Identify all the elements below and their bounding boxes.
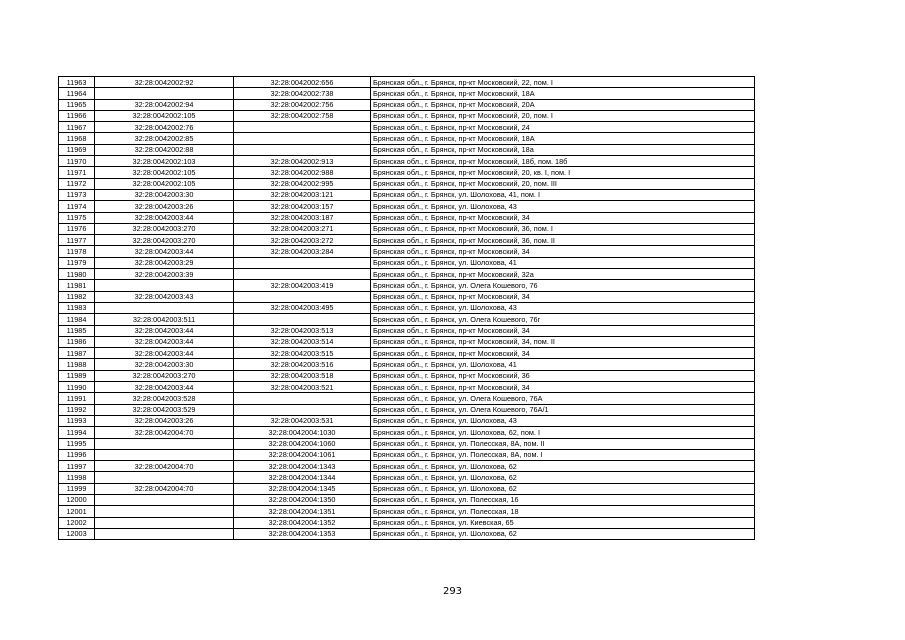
cadastral-number-cell: 32:28:0042002:76 (95, 122, 234, 133)
object-cadastral-number-cell (234, 291, 371, 302)
address-cell: Брянская обл., г. Брянск, ул. Шолохова, 62 (371, 472, 755, 483)
object-cadastral-number-cell: 32:28:0042003:515 (234, 348, 371, 359)
table-row (59, 88, 755, 99)
table-row (59, 189, 755, 200)
cadastral-number-cell (95, 494, 234, 505)
address-cell: Брянская обл., г. Брянск, ул. Шолохова, 62, пом. I (371, 427, 755, 438)
row-number-cell: 11978 (59, 246, 95, 257)
object-cadastral-number-cell: 32:28:0042002:995 (234, 178, 371, 189)
address-cell: Брянская обл., г. Брянск, ул. Шолохова, 41 (371, 257, 755, 268)
address-cell: Брянская обл., г. Брянск, ул. Полесская, 8А, пом. I (371, 449, 755, 460)
object-cadastral-number-cell: 32:28:0042003:121 (234, 189, 371, 200)
object-cadastral-number-cell: 32:28:0042002:656 (234, 77, 371, 88)
address-cell: Брянская обл., г. Брянск, пр-кт Московский, 20, кв. I, пом. I (371, 167, 755, 178)
registry-table-body (59, 77, 755, 540)
row-number-cell: 11991 (59, 393, 95, 404)
object-cadastral-number-cell: 32:28:0042003:284 (234, 246, 371, 257)
address-cell: Брянская обл., г. Брянск, пр-кт Московский, 34 (371, 212, 755, 223)
object-cadastral-number-cell: 32:28:0042002:756 (234, 99, 371, 110)
row-number-cell: 11992 (59, 404, 95, 415)
table-row (59, 393, 755, 404)
cadastral-number-cell: 32:28:0042003:528 (95, 393, 234, 404)
object-cadastral-number-cell: 32:28:0042004:1343 (234, 461, 371, 472)
cadastral-number-cell (95, 280, 234, 291)
object-cadastral-number-cell: 32:28:0042003:495 (234, 302, 371, 313)
address-cell: Брянская обл., г. Брянск, пр-кт Московский, 34 (371, 348, 755, 359)
table-row (59, 99, 755, 110)
address-cell: Брянская обл., г. Брянск, ул. Киевская, 65 (371, 517, 755, 528)
row-number-cell: 12003 (59, 528, 95, 539)
cadastral-number-cell: 32:28:0042004:70 (95, 483, 234, 494)
table-row (59, 314, 755, 325)
object-cadastral-number-cell: 32:28:0042004:1352 (234, 517, 371, 528)
table-row (59, 449, 755, 460)
object-cadastral-number-cell: 32:28:0042003:521 (234, 382, 371, 393)
table-row (59, 427, 755, 438)
row-number-cell: 11981 (59, 280, 95, 291)
table-row (59, 461, 755, 472)
row-number-cell: 11976 (59, 223, 95, 234)
object-cadastral-number-cell: 32:28:0042004:1351 (234, 506, 371, 517)
object-cadastral-number-cell: 32:28:0042004:1030 (234, 427, 371, 438)
page-number: 293 (442, 586, 463, 597)
row-number-cell: 11982 (59, 291, 95, 302)
object-cadastral-number-cell (234, 393, 371, 404)
table-row (59, 359, 755, 370)
cadastral-number-cell: 32:28:0042003:44 (95, 382, 234, 393)
cadastral-number-cell: 32:28:0042003:44 (95, 325, 234, 336)
table-row (59, 235, 755, 246)
table-row (59, 438, 755, 449)
table-row (59, 404, 755, 415)
address-cell: Брянская обл., г. Брянск, пр-кт Московский, 36, пом. I (371, 223, 755, 234)
row-number-cell: 11965 (59, 99, 95, 110)
address-cell: Брянская обл., г. Брянск, пр-кт Московский, 36, пом. II (371, 235, 755, 246)
address-cell: Брянская обл., г. Брянск, пр-кт Московский, 20, пом. III (371, 178, 755, 189)
object-cadastral-number-cell: 32:28:0042004:1060 (234, 438, 371, 449)
table-row (59, 77, 755, 88)
table-row (59, 336, 755, 347)
row-number-cell: 11994 (59, 427, 95, 438)
address-cell: Брянская обл., г. Брянск, пр-кт Московский, 18А (371, 88, 755, 99)
address-cell: Брянская обл., г. Брянск, пр-кт Московский, 18А (371, 133, 755, 144)
row-number-cell: 12001 (59, 506, 95, 517)
object-cadastral-number-cell: 32:28:0042003:514 (234, 336, 371, 347)
object-cadastral-number-cell (234, 133, 371, 144)
cadastral-number-cell: 32:28:0042002:88 (95, 144, 234, 155)
cadastral-number-cell: 32:28:0042003:44 (95, 348, 234, 359)
object-cadastral-number-cell (234, 257, 371, 268)
address-cell: Брянская обл., г. Брянск, ул. Олега Кошевого, 76 (371, 280, 755, 291)
object-cadastral-number-cell: 32:28:0042002:738 (234, 88, 371, 99)
object-cadastral-number-cell: 32:28:0042004:1353 (234, 528, 371, 539)
cadastral-number-cell: 32:28:0042002:85 (95, 133, 234, 144)
row-number-cell: 11964 (59, 88, 95, 99)
address-cell: Брянская обл., г. Брянск, пр-кт Московский, 34 (371, 325, 755, 336)
address-cell: Брянская обл., г. Брянск, ул. Полесская, 18 (371, 506, 755, 517)
cadastral-number-cell: 32:28:0042004:70 (95, 461, 234, 472)
object-cadastral-number-cell: 32:28:0042003:187 (234, 212, 371, 223)
row-number-cell: 11983 (59, 302, 95, 313)
cadastral-number-cell: 32:28:0042003:270 (95, 223, 234, 234)
object-cadastral-number-cell: 32:28:0042003:513 (234, 325, 371, 336)
address-cell: Брянская обл., г. Брянск, ул. Шолохова, 62 (371, 483, 755, 494)
table-row (59, 144, 755, 155)
row-number-cell: 11969 (59, 144, 95, 155)
address-cell: Брянская обл., г. Брянск, ул. Шолохова, 62 (371, 461, 755, 472)
cadastral-number-cell (95, 517, 234, 528)
cadastral-number-cell (95, 88, 234, 99)
object-cadastral-number-cell: 32:28:0042004:1345 (234, 483, 371, 494)
row-number-cell: 11990 (59, 382, 95, 393)
row-number-cell: 12002 (59, 517, 95, 528)
cadastral-number-cell: 32:28:0042003:26 (95, 201, 234, 212)
cadastral-number-cell: 32:28:0042003:43 (95, 291, 234, 302)
cadastral-number-cell: 32:28:0042004:70 (95, 427, 234, 438)
row-number-cell: 11998 (59, 472, 95, 483)
table-row (59, 122, 755, 133)
address-cell: Брянская обл., г. Брянск, ул. Шолохова, 43 (371, 201, 755, 212)
object-cadastral-number-cell (234, 269, 371, 280)
object-cadastral-number-cell: 32:28:0042003:531 (234, 415, 371, 426)
cadastral-number-cell: 32:28:0042002:94 (95, 99, 234, 110)
row-number-cell: 11963 (59, 77, 95, 88)
cadastral-number-cell (95, 449, 234, 460)
address-cell: Брянская обл., г. Брянск, пр-кт Московский, 20А (371, 99, 755, 110)
table-row (59, 212, 755, 223)
object-cadastral-number-cell: 32:28:0042004:1350 (234, 494, 371, 505)
cadastral-number-cell: 32:28:0042003:44 (95, 246, 234, 257)
table-row (59, 370, 755, 381)
object-cadastral-number-cell: 32:28:0042004:1344 (234, 472, 371, 483)
row-number-cell: 11968 (59, 133, 95, 144)
address-cell: Брянская обл., г. Брянск, пр-кт Московский, 34 (371, 382, 755, 393)
cadastral-number-cell (95, 506, 234, 517)
cadastral-number-cell: 32:28:0042003:30 (95, 359, 234, 370)
cadastral-number-cell: 32:28:0042003:29 (95, 257, 234, 268)
object-cadastral-number-cell: 32:28:0042003:419 (234, 280, 371, 291)
object-cadastral-number-cell: 32:28:0042004:1061 (234, 449, 371, 460)
table-row (59, 167, 755, 178)
address-cell: Брянская обл., г. Брянск, ул. Олега Кошевого, 76А/1 (371, 404, 755, 415)
table-row (59, 415, 755, 426)
row-number-cell: 11966 (59, 110, 95, 121)
table-row (59, 382, 755, 393)
address-cell: Брянская обл., г. Брянск, пр-кт Московский, 22, пом. I (371, 77, 755, 88)
table-row (59, 156, 755, 167)
address-cell: Брянская обл., г. Брянск, пр-кт Московский, 24 (371, 122, 755, 133)
row-number-cell: 11974 (59, 201, 95, 212)
object-cadastral-number-cell: 32:28:0042003:157 (234, 201, 371, 212)
cadastral-number-cell: 32:28:0042002:105 (95, 110, 234, 121)
row-number-cell: 11975 (59, 212, 95, 223)
object-cadastral-number-cell (234, 144, 371, 155)
row-number-cell: 11972 (59, 178, 95, 189)
row-number-cell: 11980 (59, 269, 95, 280)
address-cell: Брянская обл., г. Брянск, ул. Шолохова, 41, пом. I (371, 189, 755, 200)
address-cell: Брянская обл., г. Брянск, ул. Шолохова, 43 (371, 302, 755, 313)
row-number-cell: 11988 (59, 359, 95, 370)
row-number-cell: 11970 (59, 156, 95, 167)
address-cell: Брянская обл., г. Брянск, ул. Шолохова, 41 (371, 359, 755, 370)
cadastral-number-cell: 32:28:0042002:105 (95, 178, 234, 189)
table-row (59, 110, 755, 121)
cadastral-number-cell (95, 438, 234, 449)
table-row (59, 483, 755, 494)
address-cell: Брянская обл., г. Брянск, пр-кт Московский, 20, пом. I (371, 110, 755, 121)
table-row (59, 133, 755, 144)
address-cell: Брянская обл., г. Брянск, пр-кт Московский, 34 (371, 291, 755, 302)
row-number-cell: 11993 (59, 415, 95, 426)
object-cadastral-number-cell: 32:28:0042002:988 (234, 167, 371, 178)
row-number-cell: 12000 (59, 494, 95, 505)
table-row (59, 246, 755, 257)
object-cadastral-number-cell: 32:28:0042002:758 (234, 110, 371, 121)
cadastral-number-cell: 32:28:0042002:92 (95, 77, 234, 88)
table-row (59, 291, 755, 302)
row-number-cell: 11986 (59, 336, 95, 347)
table-row (59, 302, 755, 313)
table-row (59, 348, 755, 359)
table-row (59, 178, 755, 189)
address-cell: Брянская обл., г. Брянск, пр-кт Московский, 18а (371, 144, 755, 155)
row-number-cell: 11989 (59, 370, 95, 381)
address-cell: Брянская обл., г. Брянск, пр-кт Московский, 32а (371, 269, 755, 280)
table-row (59, 223, 755, 234)
row-number-cell: 11984 (59, 314, 95, 325)
cadastral-number-cell: 32:28:0042003:44 (95, 336, 234, 347)
address-cell: Брянская обл., г. Брянск, ул. Шолохова, 62 (371, 528, 755, 539)
address-cell: Брянская обл., г. Брянск, ул. Олега Кошевого, 76г (371, 314, 755, 325)
address-cell: Брянская обл., г. Брянск, ул. Шолохова, 43 (371, 415, 755, 426)
address-cell: Брянская обл., г. Брянск, ул. Полесская, 16 (371, 494, 755, 505)
cadastral-number-cell: 32:28:0042002:103 (95, 156, 234, 167)
table-row (59, 201, 755, 212)
table-row (59, 325, 755, 336)
cadastral-number-cell: 32:28:0042002:105 (95, 167, 234, 178)
table-row (59, 472, 755, 483)
object-cadastral-number-cell (234, 122, 371, 133)
row-number-cell: 11987 (59, 348, 95, 359)
cadastral-number-cell: 32:28:0042003:511 (95, 314, 234, 325)
row-number-cell: 11999 (59, 483, 95, 494)
row-number-cell: 11995 (59, 438, 95, 449)
address-cell: Брянская обл., г. Брянск, пр-кт Московский, 36 (371, 370, 755, 381)
cadastral-number-cell (95, 528, 234, 539)
cadastral-number-cell: 32:28:0042003:529 (95, 404, 234, 415)
cadastral-number-cell: 32:28:0042003:44 (95, 212, 234, 223)
table-row (59, 257, 755, 268)
address-cell: Брянская обл., г. Брянск, ул. Полесская, 8А, пом. II (371, 438, 755, 449)
row-number-cell: 11997 (59, 461, 95, 472)
object-cadastral-number-cell: 32:28:0042003:518 (234, 370, 371, 381)
row-number-cell: 11985 (59, 325, 95, 336)
registry-table (58, 76, 755, 540)
table-row (59, 280, 755, 291)
cadastral-number-cell: 32:28:0042003:270 (95, 370, 234, 381)
cadastral-number-cell (95, 302, 234, 313)
object-cadastral-number-cell (234, 314, 371, 325)
object-cadastral-number-cell: 32:28:0042002:913 (234, 156, 371, 167)
row-number-cell: 11977 (59, 235, 95, 246)
address-cell: Брянская обл., г. Брянск, пр-кт Московский, 18б, пом. 18б (371, 156, 755, 167)
object-cadastral-number-cell (234, 404, 371, 415)
cadastral-number-cell: 32:28:0042003:39 (95, 269, 234, 280)
object-cadastral-number-cell: 32:28:0042003:516 (234, 359, 371, 370)
table-row (59, 506, 755, 517)
row-number-cell: 11973 (59, 189, 95, 200)
row-number-cell: 11971 (59, 167, 95, 178)
address-cell: Брянская обл., г. Брянск, ул. Олега Кошевого, 76А (371, 393, 755, 404)
cadastral-number-cell: 32:28:0042003:270 (95, 235, 234, 246)
row-number-cell: 11979 (59, 257, 95, 268)
row-number-cell: 11967 (59, 122, 95, 133)
table-row (59, 528, 755, 539)
cadastral-number-cell: 32:28:0042003:30 (95, 189, 234, 200)
address-cell: Брянская обл., г. Брянск, пр-кт Московский, 34 (371, 246, 755, 257)
object-cadastral-number-cell: 32:28:0042003:271 (234, 223, 371, 234)
cadastral-number-cell (95, 472, 234, 483)
table-row (59, 269, 755, 280)
cadastral-number-cell: 32:28:0042003:26 (95, 415, 234, 426)
table-row (59, 494, 755, 505)
address-cell: Брянская обл., г. Брянск, пр-кт Московский, 34, пом. II (371, 336, 755, 347)
object-cadastral-number-cell: 32:28:0042003:272 (234, 235, 371, 246)
row-number-cell: 11996 (59, 449, 95, 460)
table-row (59, 517, 755, 528)
